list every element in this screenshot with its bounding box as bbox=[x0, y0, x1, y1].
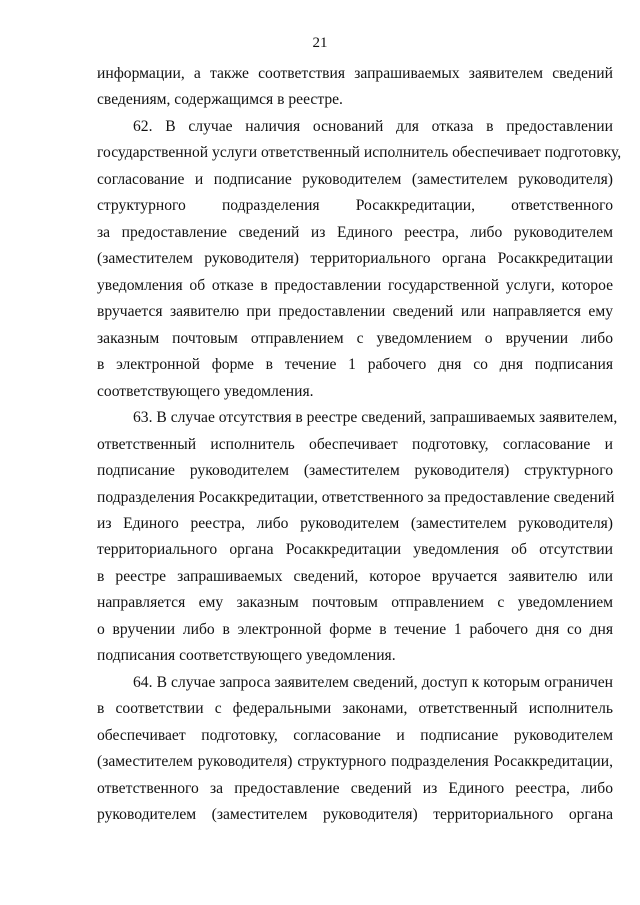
text-line: ответственного за предоставление сведений из Единого реестра, либо bbox=[97, 780, 613, 797]
text-line: в электронной форме в течение 1 рабочего дня со дня подписания bbox=[97, 356, 613, 373]
paragraph-63-start: 63. В случае отсутствия в реестре сведений, запрашиваемых заявителем, bbox=[133, 409, 618, 426]
text-line: за предоставление сведений из Единого реестра, либо руководителем bbox=[97, 224, 613, 241]
text-line: в соответствии с федеральными законами, ответственный исполнитель bbox=[97, 700, 613, 717]
text-line: в реестре запрашиваемых сведений, которое вручается заявителю или bbox=[97, 568, 613, 585]
text-line: (заместителем руководителя) структурного подразделения Росаккредитации, bbox=[97, 753, 613, 770]
page-number: 21 bbox=[312, 35, 328, 51]
text-line: государственной услуги ответственный исполнитель обеспечивает подготовку, bbox=[97, 144, 622, 161]
text-line: (заместителем руководителя) территориального органа Росаккредитации bbox=[97, 250, 613, 267]
text-line: направляется ему заказным почтовым отправлением с уведомлением bbox=[97, 594, 613, 611]
text-line: заказным почтовым отправлением с уведомлением о вручении либо bbox=[97, 330, 613, 347]
text-line: из Единого реестра, либо руководителем (заместителем руководителя) bbox=[97, 515, 613, 532]
text-line: ответственный исполнитель обеспечивает подготовку, согласование и bbox=[97, 436, 613, 453]
text-line: подразделения Росаккредитации, ответственного за предоставление сведений bbox=[97, 489, 615, 506]
text-line: о вручении либо в электронной форме в течение 1 рабочего дня со дня bbox=[97, 621, 613, 638]
paragraph-62-start: 62. В случае наличия оснований для отказа в предоставлении bbox=[133, 118, 613, 135]
paragraph-64-start: 64. В случае запроса заявителем сведений, доступ к которым ограничен bbox=[133, 674, 613, 691]
text-line: территориального органа Росаккредитации уведомления об отсутствии bbox=[97, 541, 613, 558]
text-line: подписания соответствующего уведомления. bbox=[97, 647, 396, 664]
text-line: соответствующего уведомления. bbox=[97, 383, 314, 400]
text-line: структурного подразделения Росаккредитации, ответственного bbox=[97, 197, 613, 214]
text-line: информации, а также соответствия запрашиваемых заявителем сведений bbox=[97, 65, 613, 82]
text-line: согласование и подписание руководителем (заместителем руководителя) bbox=[97, 171, 613, 188]
text-line: руководителем (заместителем руководителя) территориального органа bbox=[97, 806, 613, 823]
text-line: вручается заявителю при предоставлении сведений или направляется ему bbox=[97, 303, 613, 320]
text-line: обеспечивает подготовку, согласование и подписание руководителем bbox=[97, 727, 613, 744]
text-line: сведениям, содержащимся в реестре. bbox=[97, 91, 343, 108]
text-line: подписание руководителем (заместителем руководителя) структурного bbox=[97, 462, 613, 479]
text-line: уведомления об отказе в предоставлении государственной услуги, которое bbox=[97, 277, 613, 294]
